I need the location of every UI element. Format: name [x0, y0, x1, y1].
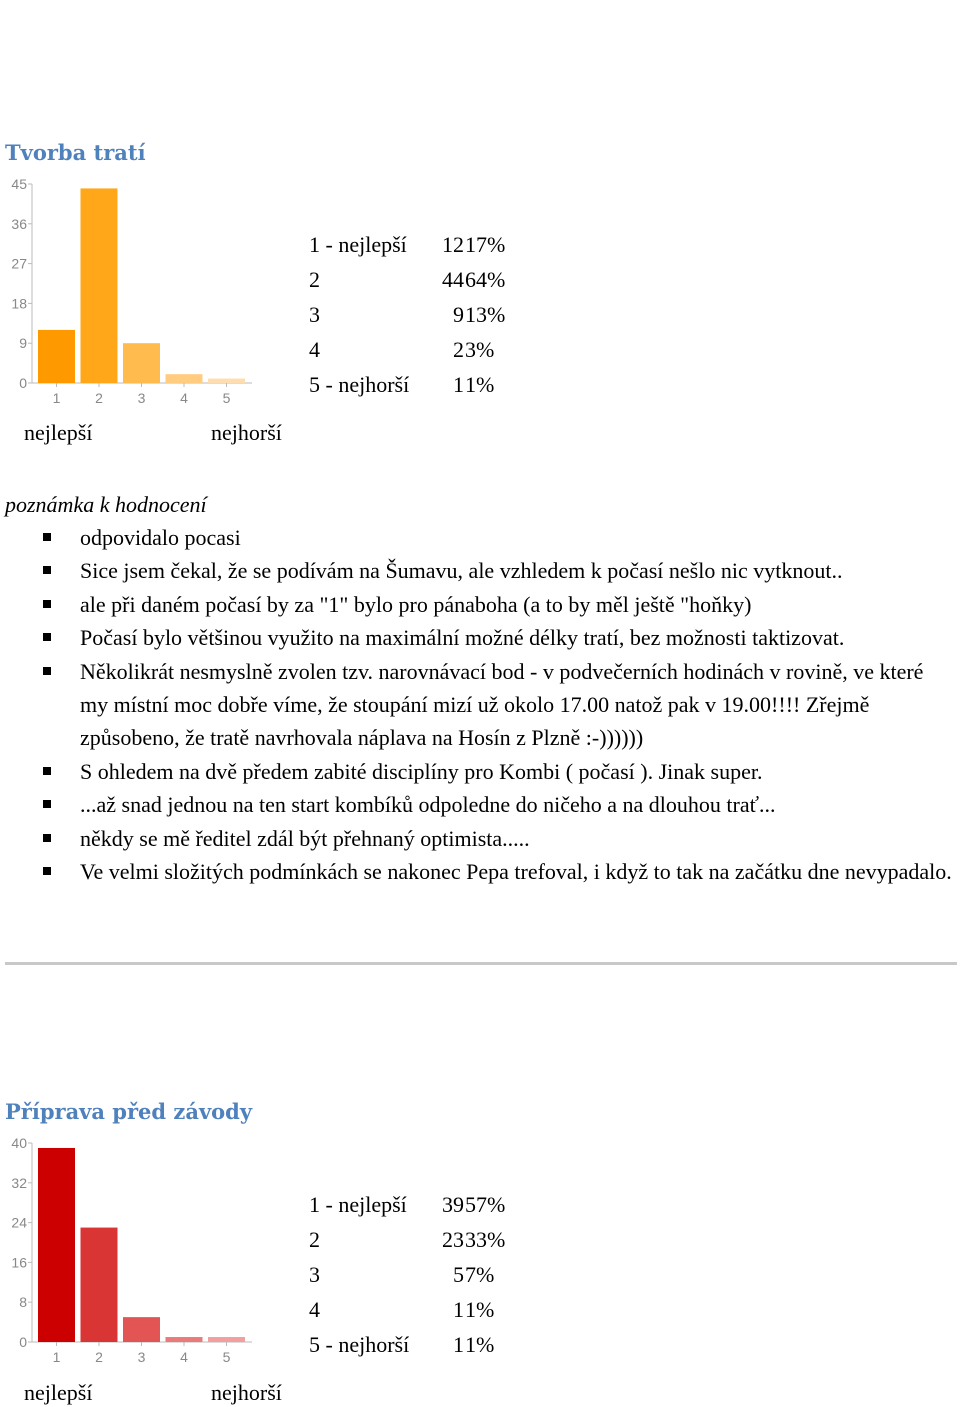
- worst-label: nejhorší: [211, 420, 282, 445]
- stats-percent: 1%: [465, 372, 495, 397]
- stats-count: 1: [453, 1297, 464, 1322]
- bar: [81, 1228, 118, 1342]
- bar: [208, 379, 245, 383]
- y-tick-label: 45: [11, 176, 27, 192]
- stats-percent: 3%: [465, 337, 495, 362]
- stats-percent: 57%: [465, 1192, 506, 1217]
- x-tick-label: 5: [222, 1349, 231, 1365]
- note-text: S ohledem na dvě předem zabité disciplíny pro Kombi ( počasí ). Jinak super.: [80, 758, 763, 784]
- bar-chart-priprava-pred-zavody: [0, 1129, 270, 1374]
- y-tick-label: 16: [11, 1254, 27, 1271]
- stats-count: 44: [442, 267, 464, 292]
- bar: [123, 1317, 160, 1342]
- notes-title: poznámka k hodnocení: [5, 492, 207, 517]
- list-item: [0, 822, 960, 855]
- stats-label: 5 - nejhorší: [309, 1332, 410, 1357]
- stats-percent: 64%: [465, 267, 506, 292]
- stats-label: 3: [309, 302, 320, 327]
- stats-count: 5: [453, 1262, 464, 1287]
- list-item: [0, 655, 960, 755]
- stats-count: 12: [442, 232, 464, 257]
- note-text: ale při daném počasí by za "1" bylo pro pánaboha (a to by měl ještě "hoňky): [80, 591, 752, 617]
- y-tick-label: 0: [19, 375, 27, 391]
- stats-row: [309, 1187, 525, 1222]
- stats-percent: 7%: [465, 1262, 495, 1287]
- note-text: Několikrát nesmyslně zvolen tzv. narovnávací bod - v podvečerních hodinách v rovině, ve které my místní moc dobře víme, že stoupání mizí už okolo 17.00 natož pak v 19.00!!!! Zřejmě způsobeno, že tratě navrhovala náplava na Hosín z Plzně :-)))))): [80, 658, 924, 751]
- stats-row: [309, 332, 525, 367]
- note-text: někdy se mě ředitel zdál být přehnaný optimista.....: [80, 825, 530, 851]
- stats-row: [309, 1222, 525, 1257]
- stats-row: [309, 367, 525, 402]
- list-item: [0, 554, 960, 587]
- bullet-icon: [43, 767, 51, 775]
- best-label: nejlepší: [24, 420, 93, 445]
- stats-row: [309, 1327, 525, 1362]
- list-item: [0, 855, 960, 888]
- bar-chart-tvorba-trati: [0, 170, 270, 415]
- bullet-icon: [43, 834, 51, 842]
- stats-percent: 1%: [465, 1297, 495, 1322]
- bar: [81, 188, 118, 383]
- x-tick-label: 4: [180, 1349, 188, 1365]
- stats-label: 4: [309, 1297, 320, 1322]
- y-tick-label: 27: [11, 255, 27, 272]
- list-item: [0, 788, 960, 821]
- y-tick-label: 0: [19, 1334, 27, 1350]
- stats-table-tvorba-trati: [309, 227, 525, 402]
- bullet-icon: [43, 867, 51, 875]
- stats-row: [309, 227, 525, 262]
- stats-row: [309, 1292, 525, 1327]
- bar: [166, 374, 203, 383]
- y-tick-label: 8: [19, 1294, 27, 1311]
- list-item: [0, 588, 960, 621]
- stats-row: [309, 1257, 525, 1292]
- x-tick-label: 5: [222, 390, 231, 406]
- section-title-tvorba-trati: Tvorba tratí: [5, 140, 146, 165]
- stats-label: 2: [309, 1227, 320, 1252]
- stats-count: 1: [453, 1332, 464, 1357]
- best-label: nejlepší: [24, 1380, 93, 1405]
- x-tick-label: 3: [137, 390, 146, 406]
- y-tick-label: 18: [11, 295, 27, 312]
- bullet-icon: [43, 667, 51, 675]
- bullet-icon: [43, 600, 51, 608]
- x-tick-label: 2: [95, 1349, 103, 1365]
- stats-percent: 17%: [465, 232, 506, 257]
- y-tick-label: 40: [11, 1135, 27, 1151]
- bar: [38, 1148, 75, 1342]
- note-text: odpovidalo pocasi: [80, 525, 241, 550]
- bar: [123, 343, 160, 383]
- bullet-icon: [43, 533, 51, 541]
- stats-label: 2: [309, 267, 320, 292]
- x-tick-label: 3: [137, 1349, 146, 1365]
- notes-list: [0, 521, 960, 888]
- list-item: [0, 521, 960, 554]
- worst-label: nejhorší: [211, 1380, 282, 1405]
- bar: [38, 330, 75, 383]
- list-item: [0, 621, 960, 654]
- x-tick-label: 1: [52, 390, 61, 406]
- note-text: ...až snad jednou na ten start kombíků odpoledne do ničeho a na dlouhou trať...: [80, 792, 776, 818]
- x-tick-label: 4: [180, 390, 188, 406]
- stats-label: 4: [309, 337, 320, 362]
- note-text: Počasí bylo většinou využito na maximální možné délky tratí, bez možnosti taktizovat.: [80, 625, 845, 651]
- stats-label: 5 - nejhorší: [309, 372, 410, 397]
- list-item: [0, 755, 960, 788]
- stats-count: 2: [453, 337, 464, 362]
- stats-label: 1 - nejlepší: [309, 232, 407, 257]
- stats-count: 9: [453, 302, 464, 327]
- stats-count: 23: [442, 1227, 464, 1252]
- stats-row: [309, 262, 525, 297]
- x-tick-label: 1: [52, 1349, 61, 1365]
- horizontal-divider: [5, 962, 957, 965]
- stats-percent: 33%: [465, 1227, 506, 1252]
- bullet-icon: [43, 566, 51, 574]
- stats-count: 1: [453, 372, 464, 397]
- stats-label: 1 - nejlepší: [309, 1192, 407, 1217]
- stats-label: 3: [309, 1262, 320, 1287]
- stats-count: 39: [442, 1192, 464, 1217]
- bar: [208, 1337, 245, 1342]
- y-tick-label: 36: [11, 215, 27, 232]
- section-title-priprava-pred-zavody: Příprava před závody: [5, 1099, 253, 1124]
- stats-percent: 13%: [465, 302, 506, 327]
- bullet-icon: [43, 633, 51, 641]
- stats-table-priprava-pred-zavody: [309, 1187, 525, 1362]
- y-tick-label: 32: [11, 1174, 27, 1191]
- stats-percent: 1%: [465, 1332, 495, 1357]
- x-tick-label: 2: [95, 390, 103, 406]
- stats-row: [309, 297, 525, 332]
- y-tick-label: 9: [19, 335, 27, 352]
- y-tick-label: 24: [11, 1214, 27, 1231]
- note-text: Ve velmi složitých podmínkách se nakonec Pepa trefoval, i když to tak na začátku dne nevypadalo.: [80, 859, 952, 885]
- bar: [166, 1337, 203, 1342]
- bullet-icon: [43, 800, 51, 808]
- note-text: Sice jsem čekal, že se podívám na Šumavu, ale vzhledem k počasí nešlo nic vytknout..: [80, 558, 843, 584]
